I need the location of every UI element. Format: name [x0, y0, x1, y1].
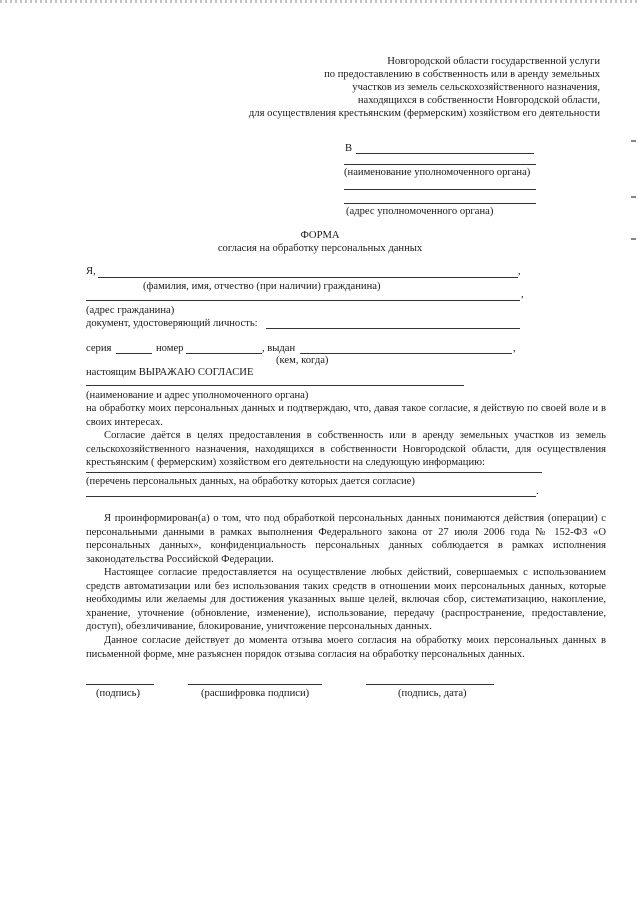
- punct: ,: [521, 289, 524, 300]
- address-hint: (адрес гражданина): [86, 305, 175, 316]
- scan-margin-mark: [631, 196, 636, 198]
- organ-address-field[interactable]: [344, 189, 536, 190]
- document-field[interactable]: [266, 328, 520, 329]
- data-list-field[interactable]: [86, 472, 542, 473]
- number-field[interactable]: [186, 353, 262, 354]
- purpose-paragraph: Согласие даётся в целях предоставления в собственность или в аренду земельных участков из земель сельскохозяйственного назначения, находящихся в собственности Новгородской области, для осуществления крестьянским ( фермерским) хозяйством его деятельности на следующую информацию:: [86, 430, 606, 469]
- sign-date-field[interactable]: [366, 684, 494, 685]
- fio-hint: (фамилия, имя, отчество (при наличии) гражданина): [143, 281, 381, 292]
- operator-hint: (наименование и адрес уполномоченного органа): [86, 390, 309, 401]
- scan-edge-noise: [0, 0, 640, 3]
- series-field[interactable]: [116, 353, 152, 354]
- punct: ,: [518, 266, 521, 277]
- consent-paragraph: на обработку моих персональных данных и подтверждаю, что, давая такое согласие, я действую по своей воле и в своих интересах.: [86, 403, 606, 428]
- consent-label: настоящим ВЫРАЖАЮ СОГЛАСИЕ: [86, 367, 254, 378]
- scope-paragraph: Настоящее согласие предоставляется на осуществление любых действий, совершаемых с использованием средств автоматизации или без использования таких средств в отношении моих персональных данных, которые необходимы или желаемы для достижения указанных выше целей, включая сбор, систематизацию, накопление, хранение, уточнение (обновление, изменение), использование, передачу (распространение, предоставление, доступ), обезличивание, блокирование, уничтожение персональных данных.: [86, 567, 606, 633]
- organ-address-hint: (адрес уполномоченного органа): [346, 206, 494, 217]
- header-line: Новгородской области государственной услуги: [387, 56, 600, 67]
- address-field[interactable]: [86, 300, 520, 301]
- data-list-hint: (перечень персональных данных, на обработку которых дается согласие): [86, 476, 415, 487]
- signature-hint: (подпись): [96, 688, 140, 699]
- header-line: участков из земель сельскохозяйственного назначения,: [352, 82, 600, 93]
- organ-address-field-2[interactable]: [344, 203, 536, 204]
- organ-name-field[interactable]: [356, 153, 534, 154]
- header-line: для осуществления крестьянским (фермерским) хозяйством его деятельности: [248, 108, 600, 119]
- organ-name-field-2[interactable]: [344, 164, 536, 165]
- data-list-field-2[interactable]: [86, 496, 536, 497]
- issued-hint: (кем, когда): [276, 355, 329, 366]
- scan-margin-mark: [631, 140, 636, 142]
- issued-label: , выдан: [262, 343, 296, 354]
- validity-paragraph: Данное согласие действует до момента отзыва моего согласия на обработку моих персональных данных в письменной форме, мне разъяснен порядок отзыва согласия на обработку персональных данных.: [86, 635, 606, 660]
- header-line: находящихся в собственности Новгородской области,: [357, 95, 600, 106]
- signature-field[interactable]: [86, 684, 154, 685]
- number-label: номер: [156, 343, 184, 354]
- transcript-field[interactable]: [188, 684, 322, 685]
- punct: ,: [513, 343, 516, 354]
- document-label: документ, удостоверяющий личность:: [86, 318, 258, 329]
- series-label: серия: [86, 343, 112, 354]
- info-paragraph: Я проинформирован(а) о том, что под обработкой персональных данных понимаются действия (операции) с персональными данными в рамках выполнения Федерального закона от 27 июля 2006 года № 152-ФЗ «О персональных данных», конфиденциальность персональных данных соблюдается в рамках исполнения законодательства Российской Федерации.: [86, 513, 606, 565]
- organ-name-hint: (наименование уполномоченного органа): [344, 167, 531, 178]
- punct: .: [536, 486, 539, 497]
- issued-field[interactable]: [300, 353, 512, 354]
- fio-field[interactable]: [98, 277, 518, 278]
- sign-date-hint: (подпись, дата): [398, 688, 467, 699]
- to-label: В: [345, 143, 353, 154]
- form-subtitle: согласия на обработку персональных данных: [217, 243, 423, 254]
- header-line: по предоставлению в собственность или в аренду земельных: [324, 69, 600, 80]
- transcript-hint: (расшифровка подписи): [201, 688, 310, 699]
- operator-field[interactable]: [86, 385, 464, 386]
- i-label: Я,: [86, 266, 96, 277]
- form-title: ФОРМА: [300, 230, 340, 241]
